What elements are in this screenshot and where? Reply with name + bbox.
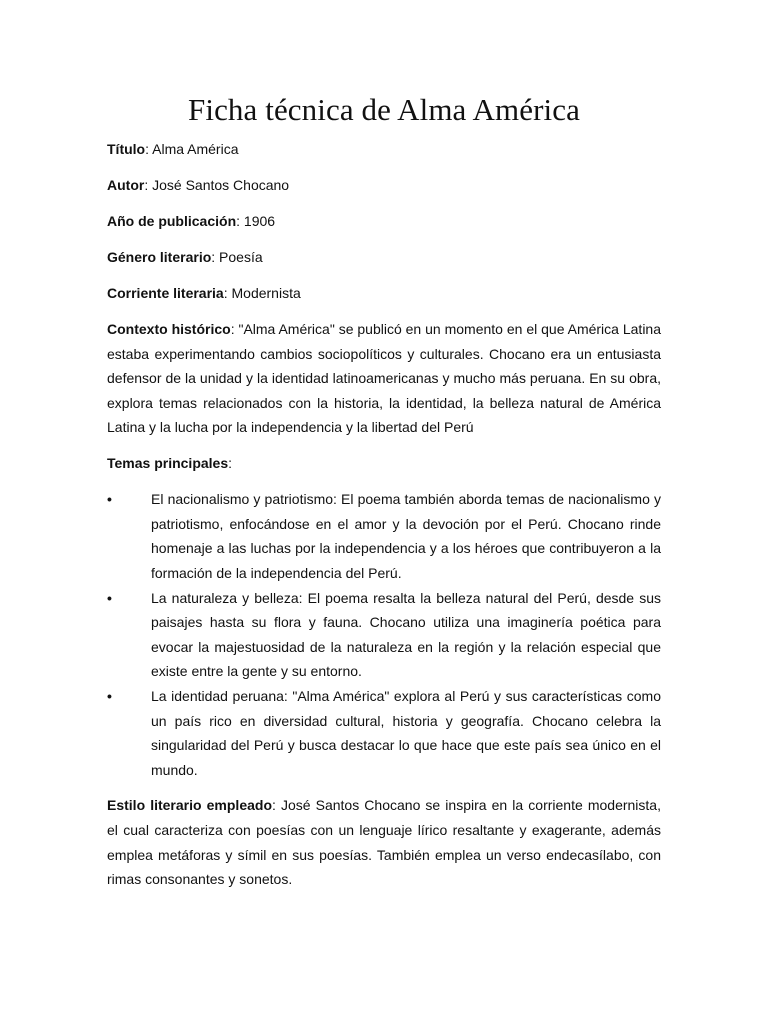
- bullet-icon: •: [107, 688, 112, 705]
- field-corriente-literaria: [107, 281, 661, 306]
- themes-suffix: :: [228, 455, 233, 472]
- document-title: Ficha técnica de Alma América: [188, 92, 580, 127]
- context-paragraph: [107, 317, 661, 440]
- document-body: [107, 137, 661, 903]
- bullet-icon: •: [107, 491, 112, 508]
- field-genero-literario: [107, 245, 661, 270]
- field-label: Corriente literaria: [107, 284, 224, 301]
- field-label: Autor: [107, 176, 145, 193]
- style-label: Estilo literario empleado: [107, 797, 272, 814]
- style-paragraph: [107, 793, 661, 891]
- list-item-text: La naturaleza y belleza: El poema resalta la belleza natural del Perú, desde sus paisajes hasta su flora y fauna. Chocano utiliza una imaginería poética para evocar la majestuosidad de la naturaleza en la región y la relación especial que existe entre la gente y su entorno.: [151, 589, 661, 680]
- bullet-icon: •: [107, 589, 112, 606]
- field-value: : Modernista: [223, 284, 301, 301]
- list-item: [107, 586, 661, 684]
- field-label: Género literario: [107, 248, 212, 265]
- field-titulo: [107, 137, 661, 162]
- themes-list: [107, 487, 661, 782]
- field-anio-publicacion: [107, 209, 661, 234]
- list-item-text: El nacionalismo y patriotismo: El poema también aborda temas de nacionalismo y patriotismo, enfocándose en el amor y la devoción por el Perú. Chocano rinde homenaje a las luchas por la independencia y a los héroes que contribuyeron a la formación de la independencia del Perú.: [151, 491, 661, 582]
- themes-heading: [107, 451, 661, 476]
- field-value: : 1906: [236, 212, 276, 229]
- list-item: [107, 487, 661, 585]
- field-label: Año de publicación: [107, 212, 237, 229]
- list-item-text: La identidad peruana: "Alma América" explora al Perú y sus características como un país rico en diversidad cultural, historia y geografía. Chocano celebra la singularidad del Perú y busca destacar lo que hace que este país sea único en el mundo.: [151, 688, 661, 778]
- field-value: : Poesía: [211, 248, 263, 265]
- style-text: : José Santos Chocano se inspira en la corriente modernista, el cual caracteriza con poesías con un lenguaje lírico resaltante y exagerante, además emplea metáforas y símil en sus poesías. También emplea un verso endecasílabo, con rimas consonantes y sonetos.: [107, 797, 661, 888]
- context-label: Contexto histórico: [107, 320, 231, 337]
- field-label: Título: [107, 141, 146, 157]
- field-value: : Alma América: [145, 141, 239, 157]
- list-item: [107, 684, 661, 782]
- field-value: : José Santos Chocano: [144, 176, 290, 193]
- field-autor: [107, 173, 661, 198]
- context-text: : "Alma América" se publicó en un momento en el que América Latina estaba experimentando cambios sociopolíticos y culturales. Chocano era un entusiasta defensor de la unidad y la identidad latinoamericanas y mucho más peruana. En su obra, explora temas relacionados con la historia, la identidad, la belleza natural de América Latina y la lucha por la independencia y la libertad del Perú: [107, 320, 662, 436]
- themes-label: Temas principales: [107, 455, 229, 472]
